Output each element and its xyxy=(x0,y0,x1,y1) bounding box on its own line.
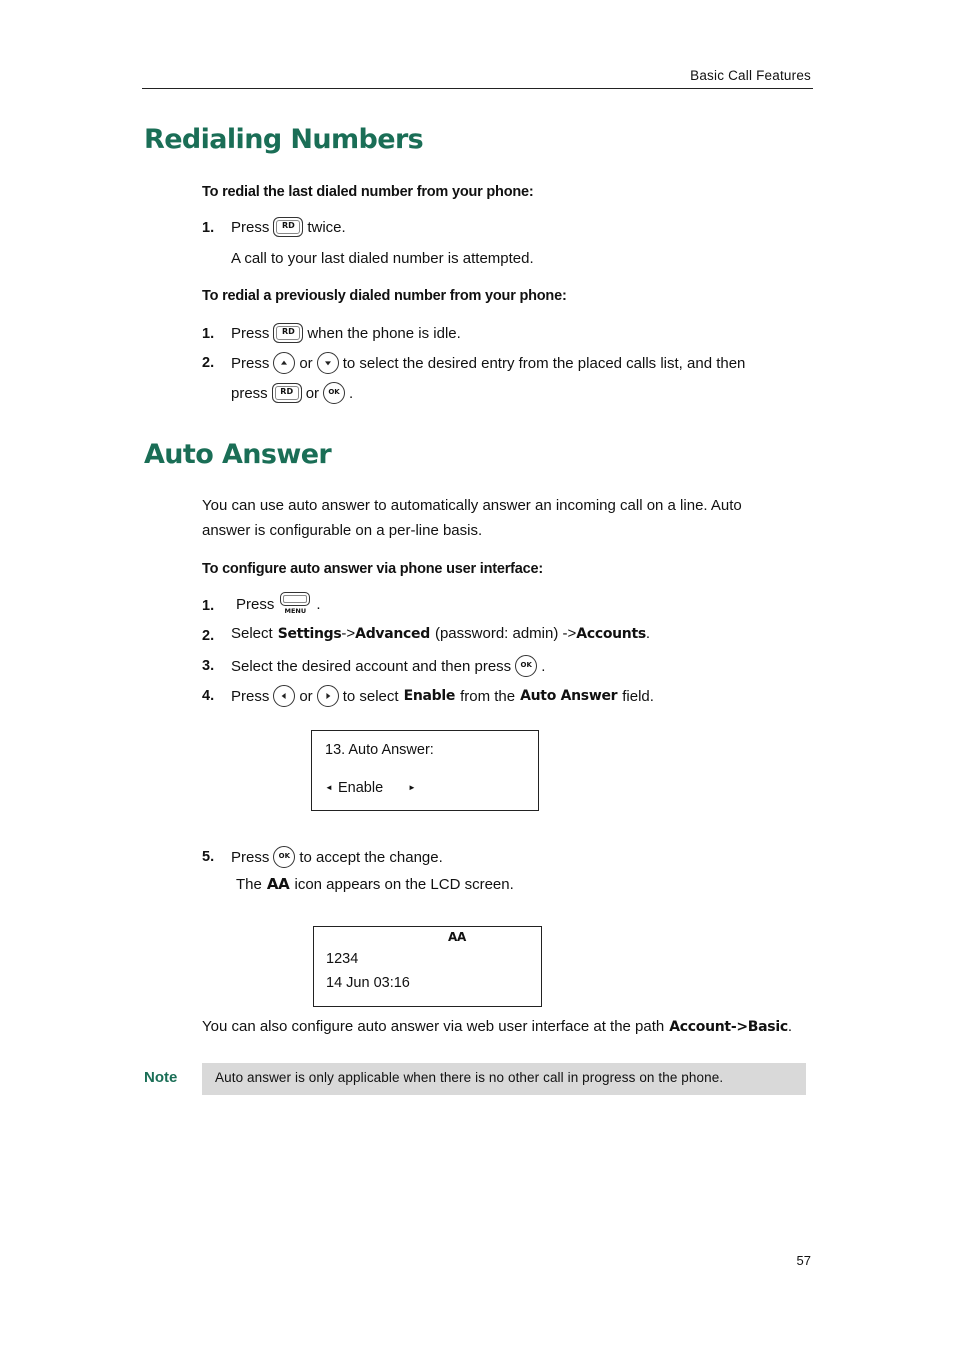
redial-key-icon: RD xyxy=(273,217,303,237)
ok-key-icon: OK xyxy=(273,846,295,868)
aa-icon: AA xyxy=(266,875,290,893)
redial-key-icon: RD xyxy=(273,323,303,343)
page-number: 57 xyxy=(796,1253,811,1268)
step-number: 4. xyxy=(202,688,215,704)
lcd-date-time: 14 Jun 03:16 xyxy=(326,975,410,991)
lcd-field-label: 13. Auto Answer: xyxy=(325,742,434,758)
note-text: Auto answer is only applicable when there is no other call in progress on the phone. xyxy=(215,1070,724,1085)
lcd-screen-idle xyxy=(313,926,542,1007)
redial-key-icon: RD xyxy=(272,383,302,403)
aa-status-icon: AA xyxy=(448,930,466,944)
web-ui-path-text: You can also configure auto answer via web user interface at the path Account->Basic . xyxy=(202,1018,792,1035)
section-title-auto-answer: Auto Answer xyxy=(144,439,332,470)
lcd-field-value: Enable xyxy=(338,780,384,796)
step-redial-previous-1: Press RD when the phone is idle. xyxy=(231,324,461,342)
step-auto-answer-3: Select the desired account and then press OK . xyxy=(231,655,545,677)
step-redial-previous-2-cont: press RD or OK . xyxy=(231,382,353,404)
lcd-account-number: 1234 xyxy=(326,951,359,967)
procedure-heading-redial-last: To redial the last dialed number from your phone: xyxy=(202,184,534,200)
section-title-redialing: Redialing Numbers xyxy=(144,124,424,155)
intro-line-1: You can use auto answer to automatically answer an incoming call on a line. Auto xyxy=(202,497,742,514)
step-auto-answer-5: Press OK to accept the change. xyxy=(231,846,443,868)
lcd-screen-auto-answer-setting xyxy=(311,730,539,811)
header-rule xyxy=(142,88,813,89)
step-number: 1. xyxy=(202,220,215,236)
ok-key-icon: OK xyxy=(323,382,345,404)
right-arrow-icon: ► xyxy=(408,783,416,792)
step-number: 2. xyxy=(202,628,215,644)
step-number: 5. xyxy=(202,849,215,865)
step-auto-answer-4: Press or to select Enable from the Auto Answer field. xyxy=(231,685,654,707)
step-number: 1. xyxy=(202,326,215,342)
note-box xyxy=(202,1063,806,1095)
procedure-heading-redial-previous: To redial a previously dialed number from your phone: xyxy=(202,288,567,304)
intro-line-2: answer is configurable on a per-line basis. xyxy=(202,522,483,539)
step-result: A call to your last dialed number is attempted. xyxy=(231,250,534,267)
down-navigation-key-icon xyxy=(317,352,339,374)
step-number: 3. xyxy=(202,658,215,674)
step-auto-answer-2: Select Settings -> Advanced (password: admin) -> Accounts . xyxy=(231,625,651,642)
step-redial-last: Press RD twice. xyxy=(231,218,346,236)
note-label: Note xyxy=(144,1069,178,1086)
running-header: Basic Call Features xyxy=(690,68,811,83)
left-navigation-key-icon xyxy=(273,685,295,707)
aa-icon-explanation: The AA icon appears on the LCD screen. xyxy=(236,875,514,893)
menu-key-icon: MENU xyxy=(278,592,312,616)
step-auto-answer-1: Press MENU . xyxy=(236,592,321,616)
ok-key-icon: OK xyxy=(515,655,537,677)
step-redial-previous-2: Press or to select the desired entry from the placed calls list, and then xyxy=(231,352,745,374)
left-arrow-icon: ◄ xyxy=(325,783,333,792)
up-navigation-key-icon xyxy=(273,352,295,374)
step-number: 1. xyxy=(202,598,215,614)
step-number: 2. xyxy=(202,355,215,371)
right-navigation-key-icon xyxy=(317,685,339,707)
procedure-heading-auto-answer: To configure auto answer via phone user interface: xyxy=(202,561,544,577)
